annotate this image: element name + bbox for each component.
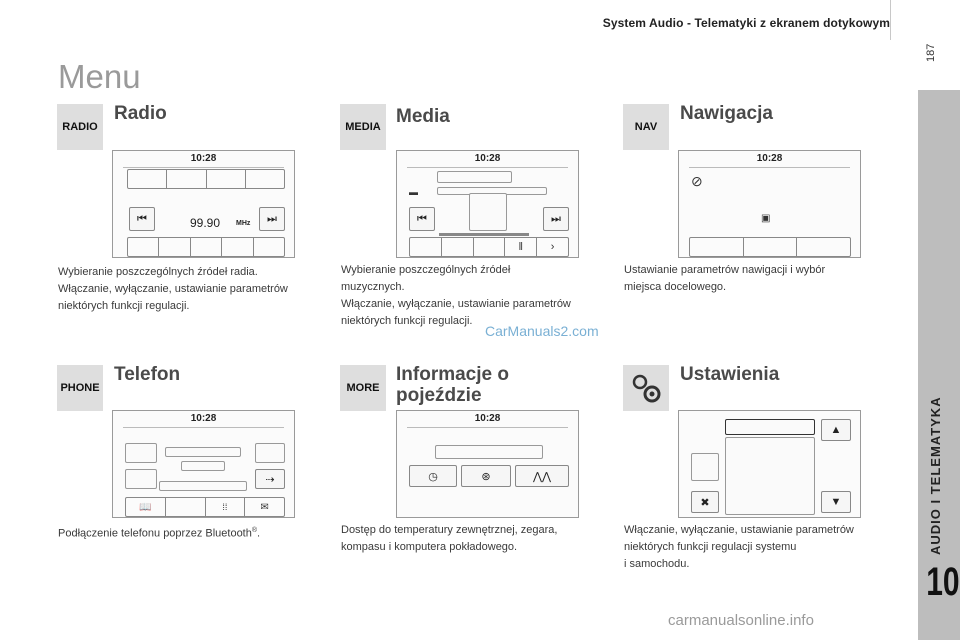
- more-title: Informacje o pojeździe: [396, 364, 509, 406]
- more-icon: MORE: [340, 365, 386, 411]
- media-screen: [396, 150, 579, 258]
- media-description: Wybieranie poszczególnych źródeł muzycznych. Włączanie, wyłączanie, ustawianie parametrów niektórych funkcji regulacji.: [341, 264, 571, 327]
- compass-button[interactable]: ⊛: [461, 465, 511, 487]
- media-prev-button[interactable]: ⏮: [409, 207, 435, 231]
- radio-frequency: 99.90: [190, 216, 221, 230]
- media-cover-art: [469, 193, 507, 231]
- scroll-down-button[interactable]: ▼: [821, 491, 851, 513]
- nav-screen: [678, 150, 861, 258]
- phone-control-row: 📖 ⁞⁞ ✉: [125, 497, 285, 517]
- car-position-icon: ▣: [761, 213, 771, 224]
- nav-description: Ustawianie parametrów nawigacji i wybór miejsca docelowego.: [624, 264, 826, 293]
- media-title: Media: [396, 106, 450, 127]
- running-header: System Audio - Telematyki z ekranem dotykowym: [602, 16, 890, 30]
- more-description: Dostęp do temperatury zewnętrznej, zegara, kompasu i komputera pokładowego.: [341, 524, 558, 553]
- radio-description: Wybieranie poszczególnych źródeł radia. Włączanie, wyłączanie, ustawianie parametrów niektórych funkcji regulacji.: [58, 266, 288, 312]
- radio-screen: [112, 150, 295, 258]
- close-button[interactable]: ✖: [691, 491, 719, 513]
- chapter-number: 10: [926, 560, 960, 604]
- radio-icon: RADIO: [57, 104, 103, 150]
- settings-title: Ustawienia: [680, 364, 780, 385]
- phone-description: Podłączenie telefonu poprzez Bluetooth®.: [58, 527, 261, 540]
- phone-icon: PHONE: [57, 365, 103, 411]
- settings-screen: [678, 410, 861, 518]
- phone-clock: 10:28: [190, 413, 217, 424]
- clock-button[interactable]: ◷: [409, 465, 457, 487]
- media-icon: MEDIA: [340, 104, 386, 150]
- radio-preset-row-bottom: [127, 237, 285, 257]
- media-progress-bar: [439, 233, 529, 236]
- watermark-carmanuals: CarManuals2.com: [485, 323, 599, 339]
- phone-screen: [112, 410, 295, 518]
- scroll-up-button[interactable]: ▲: [821, 419, 851, 441]
- settings-gears-icon: [623, 365, 669, 411]
- radio-preset-row-top: [127, 169, 285, 189]
- header-divider: [890, 0, 891, 40]
- media-clock: 10:28: [474, 153, 501, 164]
- nav-control-row: [689, 237, 851, 257]
- media-source-icon: ▬: [409, 187, 418, 197]
- radio-clock: 10:28: [190, 153, 217, 164]
- phone-switch-button[interactable]: ⇢: [255, 469, 285, 489]
- page-number: 187: [925, 43, 937, 62]
- more-screen: [396, 410, 579, 518]
- nav-title: Nawigacja: [680, 103, 773, 124]
- nav-clock: 10:28: [756, 153, 783, 164]
- phone-title: Telefon: [114, 364, 181, 385]
- trip-computer-button[interactable]: ⋀⋀: [515, 465, 569, 487]
- radio-unit: MHz: [236, 220, 251, 227]
- nav-icon: NAV: [623, 104, 669, 150]
- page-title: Menu: [58, 58, 141, 95]
- radio-title: Radio: [114, 103, 167, 124]
- chapter-tab-label: AUDIO I TELEMATYKA: [928, 396, 943, 555]
- more-clock: 10:28: [474, 413, 501, 424]
- compass-icon: ⊘: [691, 173, 703, 189]
- radio-next-button[interactable]: ⏭: [259, 207, 285, 231]
- settings-description: Włączanie, wyłączanie, ustawianie parametrów niektórych funkcji regulacji systemu i samochodu.: [624, 524, 854, 570]
- media-control-row: ‖ ›: [409, 237, 569, 257]
- watermark-online: carmanualsonline.info: [668, 612, 814, 629]
- media-next-button[interactable]: ⏭: [543, 207, 569, 231]
- radio-prev-button[interactable]: ⏮: [129, 207, 155, 231]
- media-track-bar: [437, 171, 512, 183]
